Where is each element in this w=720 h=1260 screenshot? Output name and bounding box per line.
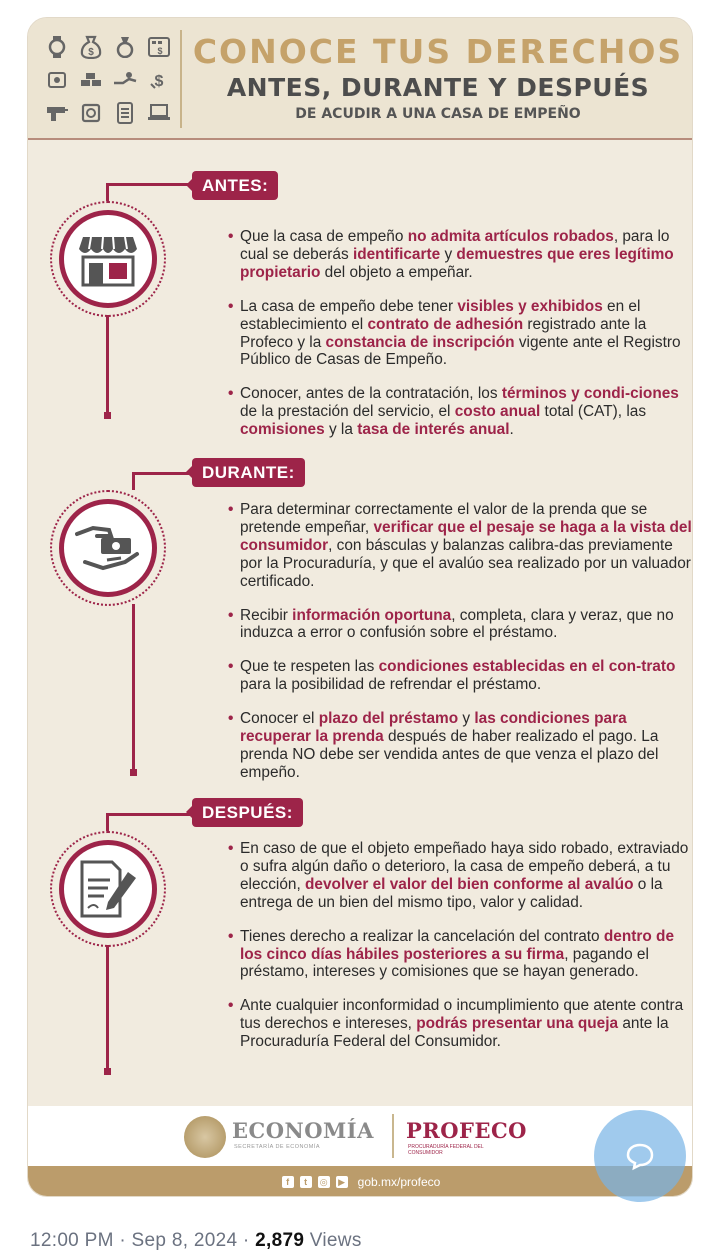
section-tag-despues: DESPUÉS: <box>192 798 303 827</box>
pawn-items-icon-grid <box>42 32 174 128</box>
svg-text:$: $ <box>154 72 164 90</box>
timeline-line <box>106 315 109 415</box>
body-text: de la prestación del servicio, el <box>240 403 455 421</box>
body-text: y <box>440 245 457 263</box>
body-text: después de haber realizado el pago. La prenda NO debe ser vendida antes de que venza el plazo del empeño. <box>240 728 659 781</box>
highlighted-text: devolver el valor del bien conforme al avalúo <box>305 875 634 893</box>
page-subtitle: ANTES, DURANTE Y DESPUÉS <box>226 73 650 102</box>
body-text: En caso de que el objeto empeñado haya sido robado, extraviado o sufra algún daño o deterioro, la casa de empeño deberá, a tu elección, <box>240 840 689 893</box>
body-text: y la <box>324 421 358 439</box>
list-item <box>228 658 693 694</box>
list-item <box>228 298 693 370</box>
body-text: del objeto a empeñar. <box>320 263 473 281</box>
body-text: y <box>458 710 475 728</box>
list-item <box>228 501 693 591</box>
body-text: registrado ante la Profeco y la <box>240 315 647 351</box>
highlighted-text: no admita artículos robados <box>407 228 614 245</box>
body-text: Para determinar correctamente el valor de la prenda que se pretende empeñar, <box>240 501 648 536</box>
section-list-durante <box>228 501 693 798</box>
section-list-antes <box>228 228 693 455</box>
chat-bubble-icon <box>625 1141 655 1171</box>
body-text: La casa de empeño debe tener <box>240 297 458 315</box>
facebook-icon[interactable]: f <box>282 1176 294 1188</box>
body-text: ante la Procuraduría Federal del Consumidor. <box>240 1015 669 1051</box>
watch-icon <box>42 32 72 61</box>
money-bag-icon <box>76 32 106 61</box>
contract-sign-icon <box>78 858 138 920</box>
ring-icon <box>110 32 140 61</box>
economia-logo-sub: SECRETARÍA DE ECONOMÍA <box>234 1144 321 1150</box>
body-text: Tienes derecho a realizar la cancelación del contrato <box>240 927 604 945</box>
page-tagline: DE ACUDIR A UNA CASA DE EMPEÑO <box>295 106 581 122</box>
section-icon-durante <box>50 490 166 606</box>
highlighted-text: las condiciones para recuperar la prenda <box>240 710 627 746</box>
drill-tool-icon <box>42 99 72 128</box>
safe-icon <box>76 99 106 128</box>
dollar-exchange-icon <box>144 65 174 94</box>
timeline-line <box>106 945 109 1073</box>
list-item <box>228 710 693 782</box>
phone-icon <box>42 65 72 94</box>
highlighted-text: costo anual <box>454 403 541 421</box>
list-item <box>228 228 693 282</box>
website-link[interactable]: gob.mx/profeco <box>357 1175 441 1189</box>
body-text: en el establecimiento el <box>240 297 641 333</box>
body-text: Conocer, antes de la contratación, los <box>240 385 502 403</box>
highlighted-text: verificar que el pesaje se haga a la vista del consumidor <box>240 518 692 554</box>
twitter-icon[interactable]: t <box>300 1176 312 1188</box>
list-item <box>228 928 693 982</box>
view-count: 2,879 <box>255 1230 305 1251</box>
timeline-line <box>132 472 135 490</box>
body-text: Ante cualquier inconformidad o incumplimiento que atente contra tus derechos e intereses, <box>240 997 684 1033</box>
section-icon-despues <box>50 831 166 947</box>
section-tag-antes: ANTES: <box>192 171 278 200</box>
timeline-end-marker <box>104 412 111 419</box>
profeco-logo: PROFECO <box>406 1118 527 1143</box>
list-item <box>228 997 693 1051</box>
body-text: , completa, clara y veraz, que no induzca a error o confusión sobre el préstamo. <box>240 606 674 642</box>
timeline-end-marker <box>130 769 137 776</box>
body-text: Que te respeten las <box>240 658 379 676</box>
economia-logo: ECONOMÍA <box>232 1118 374 1143</box>
list-item <box>228 607 693 643</box>
timeline-connector <box>106 183 198 186</box>
body-text: Recibir <box>240 606 293 624</box>
highlighted-text: términos y condi-ciones <box>501 385 679 403</box>
coins-hand-icon <box>110 65 140 94</box>
highlighted-text: dentro de los cinco días hábiles posteriores a su firma <box>240 927 675 963</box>
header-rule <box>28 138 693 140</box>
highlighted-text: visibles y exhibidos <box>457 297 603 315</box>
tweet-date[interactable]: Sep 8, 2024 <box>131 1230 238 1251</box>
svg-text:$: $ <box>88 46 94 58</box>
infographic-card <box>27 17 693 1197</box>
money-exchange-icon <box>75 518 141 578</box>
social-bar <box>28 1166 693 1197</box>
footer-divider <box>392 1114 394 1158</box>
cash-register-icon <box>144 32 174 61</box>
body-text: total (CAT), las <box>540 403 647 421</box>
store-icon <box>77 229 139 289</box>
body-text: o la entrega de un bien del mismo tipo, valor y calidad. <box>240 875 663 911</box>
views-label: Views <box>309 1230 362 1251</box>
laptop-icon <box>144 99 174 128</box>
header-divider <box>180 30 182 128</box>
body-text: . <box>509 421 514 439</box>
list-item <box>228 840 693 912</box>
timeline-connector <box>106 813 198 816</box>
document-icon <box>110 99 140 128</box>
highlighted-text: demuestres que eres legítimo propietario <box>240 245 674 281</box>
body-text: , pagando el préstamo, intereses y comisiones que se hayan generado. <box>240 945 649 981</box>
highlighted-text: condiciones establecidas en el con-trato <box>378 658 676 676</box>
timeline-line <box>106 813 109 831</box>
profeco-logo-sub: PROCURADURÍA FEDERAL DEL CONSUMIDOR <box>408 1144 484 1156</box>
timeline-line <box>106 183 109 201</box>
highlighted-text: podrás presentar una queja <box>416 1015 619 1033</box>
chat-button[interactable] <box>594 1110 686 1202</box>
body-text: vigente ante el Registro Público de Casas de Empeño. <box>240 333 681 369</box>
gold-bars-icon <box>76 65 106 94</box>
body-text: para la posibilidad de refrendar el préstamo. <box>240 676 542 694</box>
section-list-despues <box>228 840 693 1067</box>
highlighted-text: identificarte <box>352 245 441 263</box>
highlighted-text: constancia de inscripción <box>325 333 515 351</box>
page-title: CONOCE TUS DERECHOS <box>192 32 684 71</box>
section-tag-durante: DURANTE: <box>192 458 305 487</box>
body-text: , para lo cual se deberás <box>240 228 670 263</box>
highlighted-text: comisiones <box>240 421 325 439</box>
tweet-time[interactable]: 12:00 PM <box>30 1230 114 1251</box>
tweet-meta: 12:00 PM · Sep 8, 2024 · 2,879 Views <box>30 1230 362 1251</box>
mexico-seal-icon <box>184 1116 226 1158</box>
body-text: , con básculas y balanzas calibra-das previamente por la Procuraduría, y que el avalúo sea realizado por un valuador certificado. <box>240 536 691 590</box>
highlighted-text: contrato de adhesión <box>367 315 524 333</box>
instagram-icon[interactable]: ◎ <box>318 1176 330 1188</box>
section-icon-antes <box>50 201 166 317</box>
header-band <box>28 18 693 138</box>
body-text: Conocer el <box>240 710 319 728</box>
highlighted-text: información oportuna <box>292 606 452 624</box>
timeline-end-marker <box>104 1068 111 1075</box>
highlighted-text: plazo del préstamo <box>318 710 459 728</box>
highlighted-text: tasa de interés anual <box>357 421 510 439</box>
list-item <box>228 385 693 439</box>
body-text: Que la casa de empeño <box>240 228 408 245</box>
svg-text:$: $ <box>157 45 163 56</box>
timeline-line <box>132 604 135 772</box>
youtube-icon[interactable]: ▶ <box>336 1176 348 1188</box>
